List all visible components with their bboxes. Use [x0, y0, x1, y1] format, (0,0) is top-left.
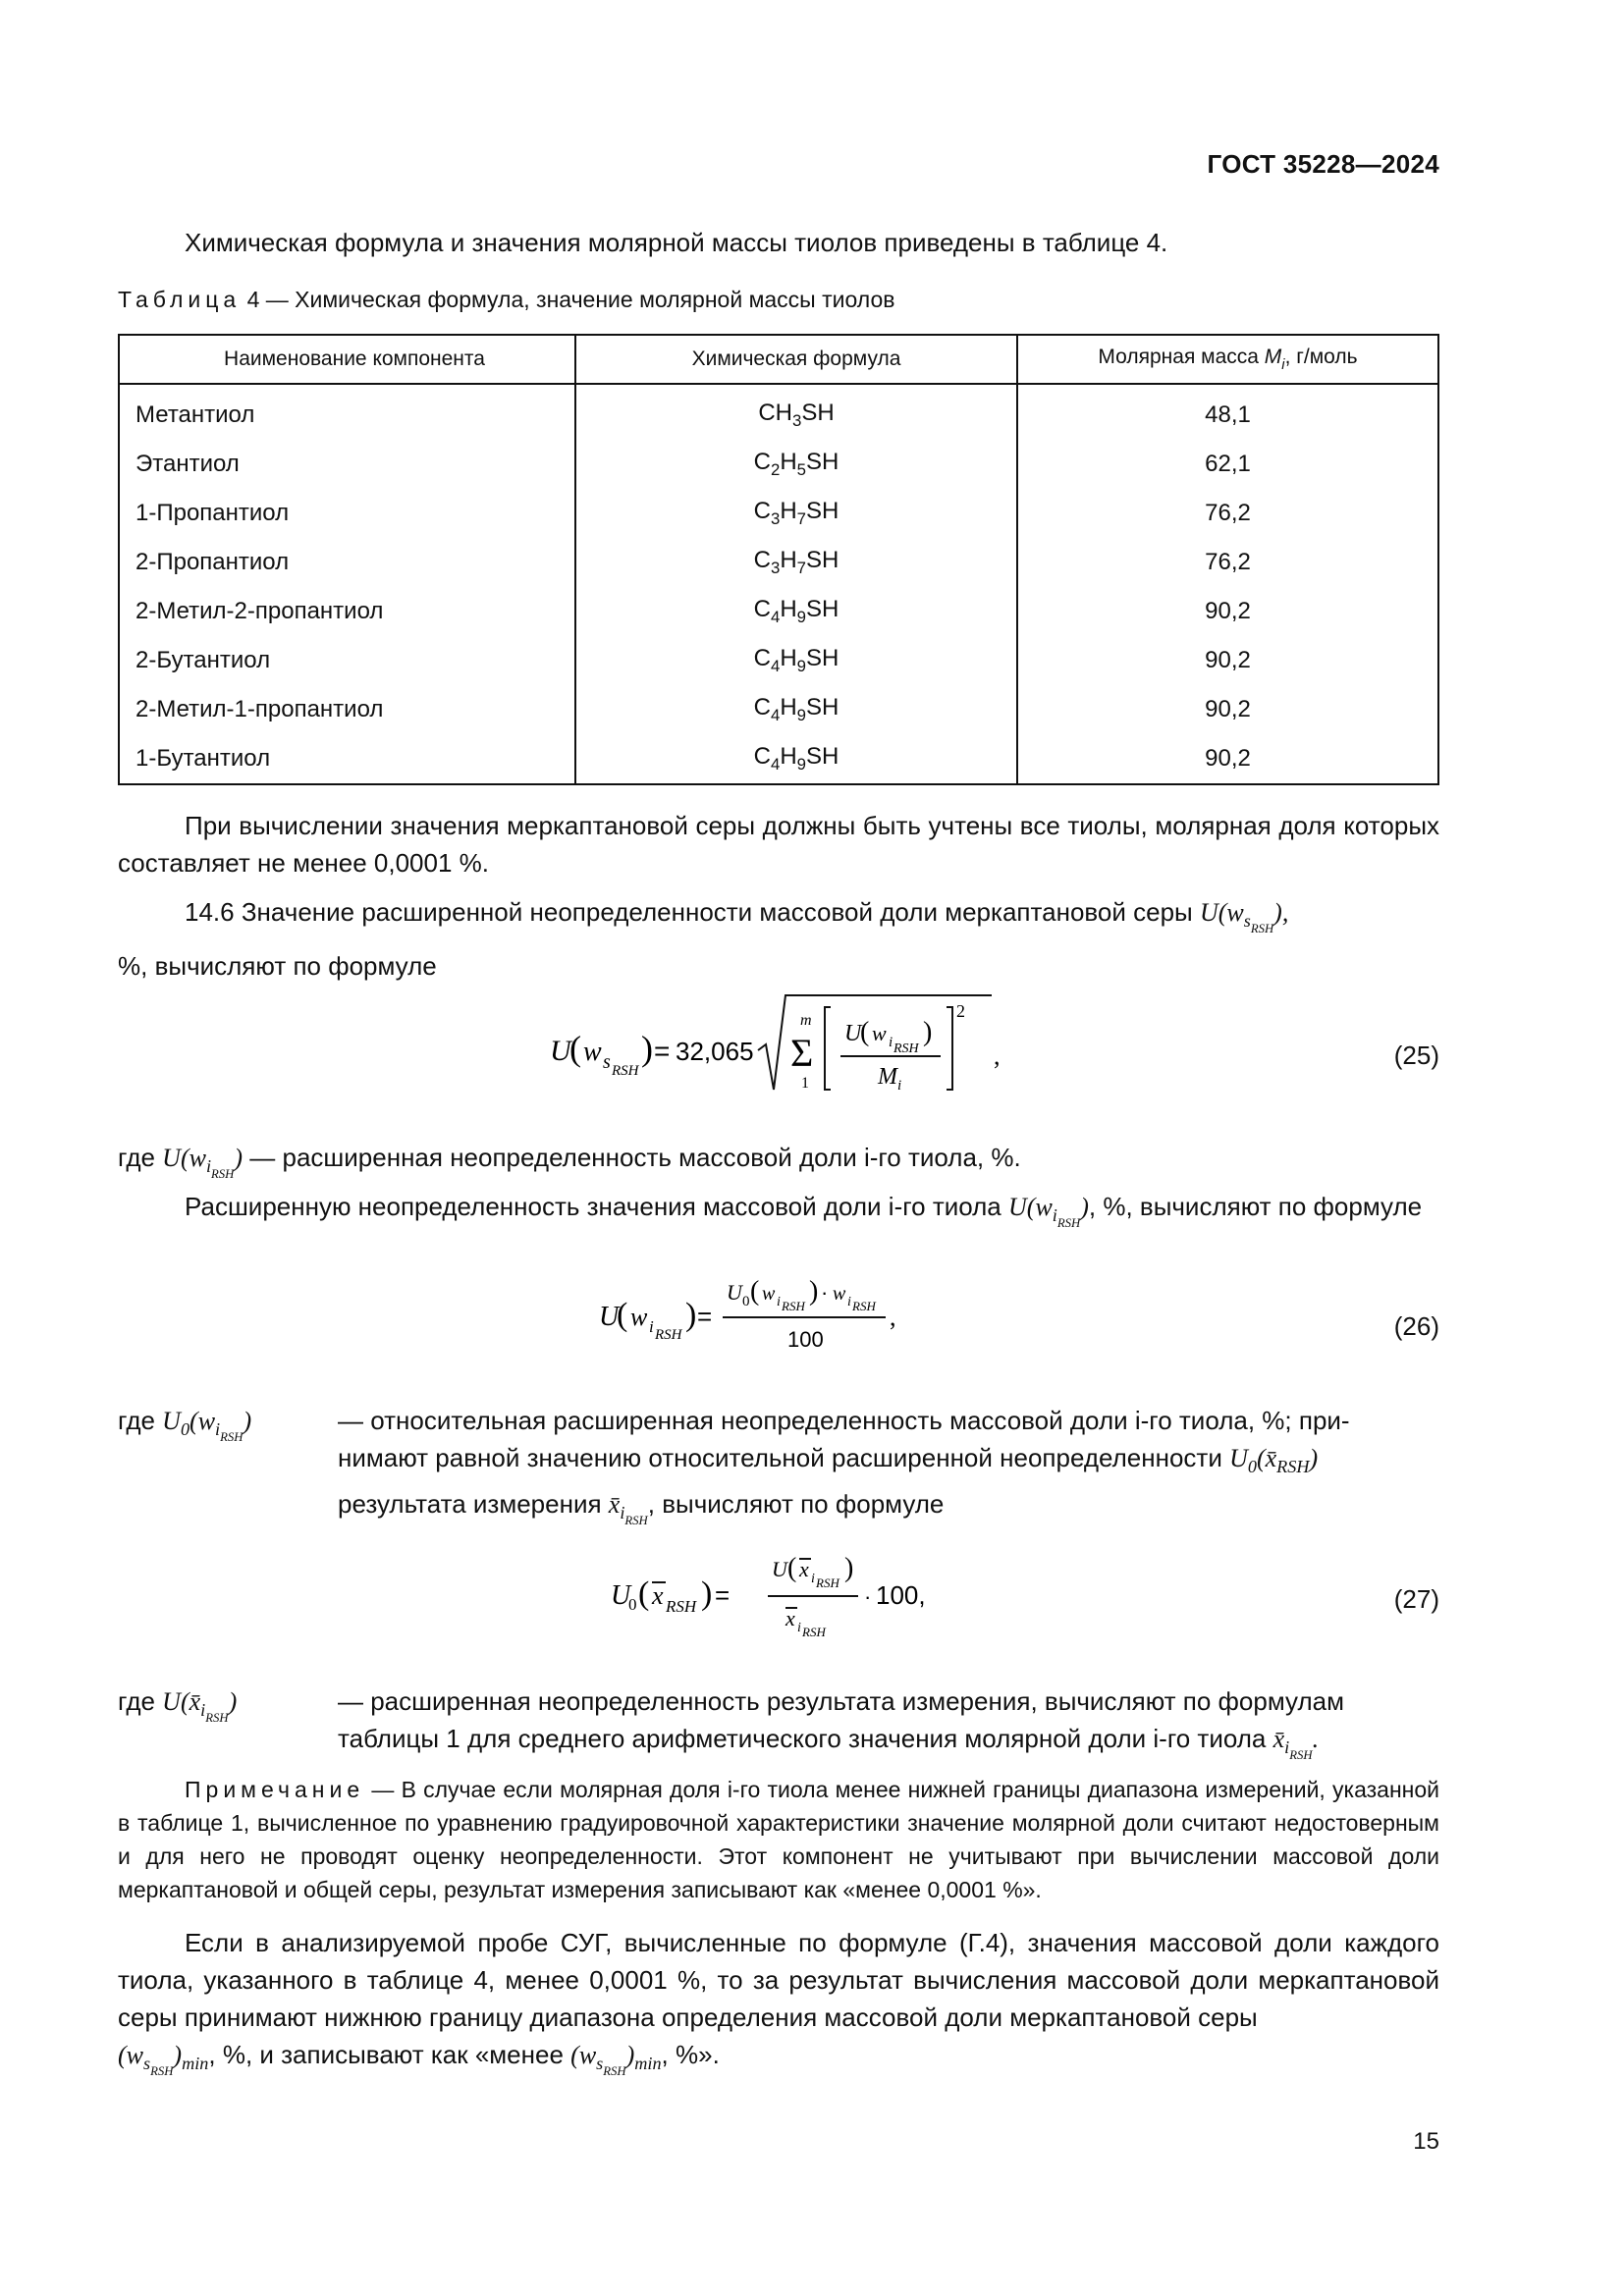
formula-element: H — [780, 645, 797, 671]
formula-element: C — [753, 694, 771, 721]
thiols-paragraph: При вычислении значения меркаптановой серы должны быть учтены все тиолы, молярная доля которых составляет не менее 0,0001 %. — [118, 811, 1439, 878]
symbol-x-i-rsh: $x̄_{i_{RSH}}$ — [608, 1490, 648, 1527]
svg-text:m: m — [800, 1012, 812, 1029]
formula-subscript: 9 — [796, 657, 807, 675]
chemical-formula — [575, 734, 1017, 784]
formula-subscript: 4 — [770, 755, 781, 774]
svg-text:w: w — [872, 1021, 887, 1045]
equation-26-number: (26) — [1393, 1311, 1439, 1341]
svg-text:·: · — [864, 1584, 872, 1609]
svg-text:w: w — [583, 1037, 602, 1067]
svg-text:RSH: RSH — [782, 1299, 805, 1313]
svg-text:1: 1 — [801, 1075, 809, 1092]
min-label-2: min — [634, 2054, 662, 2073]
svg-text:Σ: Σ — [790, 1031, 814, 1075]
formula-element: H — [780, 596, 797, 622]
symbol-U-wi-rsh-inline: $U(w_{i_{RSH}})$ — [1008, 1193, 1089, 1230]
formula-subscript: 5 — [796, 460, 807, 479]
where-27-line1: — расширенная неопределенность результата измерения, вычисляют по формулам — [338, 1686, 1344, 1716]
chemical-formula — [575, 489, 1017, 538]
eq25-constant: 32,065 — [676, 1037, 754, 1066]
intro-paragraph: Химическая формула и значения молярной массы тиолов приведены в таблице 4. — [185, 228, 1168, 257]
svg-text:): ) — [809, 1276, 819, 1307]
svg-text:(: ( — [638, 1575, 650, 1612]
formula-element: SH — [806, 694, 839, 721]
svg-text:(: ( — [750, 1276, 760, 1307]
molar-mass: 90,2 — [1017, 636, 1438, 685]
table-caption — [118, 287, 894, 313]
formula-subscript: 3 — [770, 509, 781, 528]
table-row — [119, 538, 1438, 587]
svg-text:): ) — [844, 1553, 854, 1583]
formula-element: SH — [806, 596, 839, 622]
formula-element: SH — [806, 547, 839, 573]
equation-26 — [599, 1266, 972, 1372]
svg-text:=: = — [654, 1036, 671, 1066]
table-row — [119, 734, 1438, 784]
component-name: Этантиол — [119, 440, 575, 489]
paragraph-14-6-start: 14.6 Значение расширенной неопределенности массовой доли меркаптановой серы — [185, 897, 1193, 927]
formula-element: C — [753, 645, 771, 671]
paragraph-expanded-end: , %, вычисляют по формуле — [1088, 1192, 1423, 1221]
svg-text:i: i — [889, 1035, 893, 1050]
formula-element: SH — [801, 400, 835, 426]
eq27-factor: 100, — [876, 1580, 926, 1610]
formula-element: SH — [806, 498, 839, 524]
where-26-line3-end: , вычисляют по формуле — [647, 1489, 945, 1519]
svg-text:=: = — [715, 1580, 731, 1610]
svg-text:,: , — [890, 1303, 896, 1331]
svg-text:RSH: RSH — [612, 1063, 639, 1079]
formula-element: H — [780, 449, 797, 475]
chemical-formula — [575, 685, 1017, 734]
chemical-formula — [575, 636, 1017, 685]
final-paragraph — [118, 1924, 1439, 2090]
svg-text:0: 0 — [628, 1595, 637, 1614]
svg-text:x: x — [799, 1557, 809, 1581]
where-27-line2: таблицы 1 для среднего арифметического значения молярной доли i-го тиола — [338, 1724, 1267, 1753]
svg-text:U: U — [599, 1302, 620, 1332]
where-label-26: где — [118, 1406, 163, 1435]
page-number: 15 — [1413, 2128, 1439, 2155]
svg-text:x: x — [652, 1581, 664, 1610]
equation-25-graphic — [550, 982, 1021, 1099]
svg-text:RSH: RSH — [666, 1597, 697, 1616]
equation-27 — [611, 1539, 964, 1655]
svg-text:): ) — [641, 1029, 653, 1068]
svg-text:w: w — [833, 1283, 846, 1305]
svg-text:i: i — [777, 1295, 781, 1309]
formula-element: C — [753, 449, 771, 475]
table-caption-word: Таблица — [118, 287, 242, 312]
formula-element: C — [753, 743, 771, 770]
svg-text:s: s — [603, 1051, 611, 1073]
svg-text:(: ( — [617, 1297, 628, 1333]
formula-subscript: 4 — [770, 608, 781, 626]
component-name: 1-Бутантиол — [119, 734, 575, 784]
svg-text:i: i — [797, 1621, 801, 1635]
molar-mass: 90,2 — [1017, 685, 1438, 734]
chemical-formula — [575, 440, 1017, 489]
formula-element: SH — [806, 645, 839, 671]
symbol-ws-rsh-min-2: $(w_{s_{RSH}})_{min}$ — [570, 2041, 662, 2078]
svg-text:U: U — [844, 1021, 862, 1046]
formula-element: C — [753, 596, 771, 622]
paragraph-expanded-uncertainty — [118, 1188, 1439, 1242]
svg-text:2: 2 — [956, 1001, 965, 1021]
formula-element: SH — [806, 743, 839, 770]
where-27-label — [118, 1682, 237, 1736]
thiols-table — [118, 334, 1439, 785]
component-name: 2-Метил-2-пропантиол — [119, 587, 575, 636]
svg-text:U: U — [611, 1580, 631, 1611]
chemical-formula — [575, 587, 1017, 636]
table-caption-text: 4 — Химическая формула, значение молярной массы тиолов — [241, 287, 895, 312]
svg-text:0: 0 — [742, 1294, 750, 1309]
svg-text:RSH: RSH — [816, 1575, 839, 1590]
svg-text:·: · — [821, 1280, 829, 1305]
component-name: 2-Метил-1-пропантиол — [119, 685, 575, 734]
svg-text:i: i — [811, 1572, 815, 1586]
formula-element: CH — [758, 400, 792, 426]
table-row — [119, 685, 1438, 734]
svg-text:i: i — [847, 1295, 851, 1309]
formula-element: C — [753, 498, 771, 524]
symbol-U0-wi-rsh: $U_0(w_{i_{RSH}})$ — [162, 1407, 252, 1444]
final-tail-mid: , %, и записывают как «менее — [208, 2040, 564, 2069]
formula-subscript: 7 — [796, 509, 807, 528]
where-26-text — [338, 1402, 1439, 1539]
component-name: 1-Пропантиол — [119, 489, 575, 538]
svg-text:RSH: RSH — [893, 1041, 919, 1056]
table-header-row — [119, 335, 1438, 384]
symbol-x-i-rsh-2: $x̄_{i_{RSH}}$. — [1272, 1725, 1320, 1762]
where-26-line1: — относительная расширенная неопределенность массовой доли i-го тиола, %; при- — [338, 1406, 1350, 1435]
symbol-U-ws-rsh: $U(w_{s_{RSH}})$, — [1199, 898, 1289, 935]
paragraph-14-6 — [118, 893, 1439, 985]
formula-element: H — [780, 547, 797, 573]
svg-text:i: i — [649, 1317, 654, 1336]
molar-mass: 76,2 — [1017, 538, 1438, 587]
svg-text:RSH: RSH — [852, 1299, 876, 1313]
header-molar-mass: Молярная масса $M_i$, г/моль — [1017, 335, 1438, 384]
where-label-25: где — [118, 1143, 163, 1172]
table-row — [119, 587, 1438, 636]
svg-text:,: , — [994, 1041, 1001, 1070]
where-26-line2: нимают равной значению относительной расширенной неопределенности — [338, 1443, 1222, 1472]
svg-text:(: ( — [787, 1553, 797, 1583]
svg-text:RSH: RSH — [802, 1625, 826, 1639]
symbol-U-wi-rsh: $U(w_{i_{RSH}})$ — [162, 1144, 244, 1181]
symbol-U-xi-rsh: $U(x̄_{i_{RSH}})$ — [162, 1687, 238, 1725]
formula-subscript: 4 — [770, 706, 781, 724]
svg-text:x: x — [785, 1606, 795, 1630]
chemical-formula — [575, 538, 1017, 587]
table-row — [119, 636, 1438, 685]
molar-mass: 90,2 — [1017, 587, 1438, 636]
svg-text:): ) — [701, 1575, 713, 1612]
note-label: Примечание — [185, 1777, 365, 1802]
svg-text:): ) — [685, 1297, 697, 1333]
equation-27-graphic — [611, 1539, 964, 1647]
where-label-27: где — [118, 1686, 163, 1716]
component-name: 2-Пропантиол — [119, 538, 575, 587]
where-25-text: — расширенная неопределенность массовой доли i-го тиола, %. — [249, 1143, 1021, 1172]
chemical-formula — [575, 384, 1017, 440]
eq26-denominator: 100 — [787, 1327, 824, 1352]
formula-subscript: 3 — [770, 559, 781, 577]
svg-text:=: = — [697, 1302, 713, 1331]
molar-mass: 48,1 — [1017, 384, 1438, 440]
note-block — [118, 1773, 1439, 1906]
where-25 — [118, 1139, 1021, 1193]
formula-subscript: 9 — [796, 608, 807, 626]
formula-element: H — [780, 498, 797, 524]
table-row — [119, 440, 1438, 489]
final-paragraph-text: Если в анализируемой пробе СУГ, вычисленные по формуле (Г.4), значения массовой доли каждого тиола, указанного в таблице 4, менее 0,0001 %, то за результат вычисления массовой доли меркаптановой серы принимают нижнюю границу диапазона определения массовой доли меркаптановой серы — [118, 1928, 1439, 2032]
header-component: Наименование компонента — [119, 335, 575, 384]
formula-element: C — [753, 547, 771, 573]
formula-subscript: 9 — [796, 706, 807, 724]
molar-mass: 62,1 — [1017, 440, 1438, 489]
formula-element: SH — [806, 449, 839, 475]
equation-26-graphic — [599, 1266, 972, 1364]
min-label-1: min — [182, 2054, 209, 2073]
equation-25 — [550, 982, 1021, 1107]
where-26-label — [118, 1402, 251, 1456]
equation-25-number: (25) — [1393, 1041, 1439, 1070]
svg-text:): ) — [923, 1017, 933, 1047]
formula-element: H — [780, 743, 797, 770]
molar-mass: 76,2 — [1017, 489, 1438, 538]
where-26-line3-start: результата измерения — [338, 1489, 602, 1519]
svg-text:w: w — [762, 1283, 776, 1305]
symbol-U0-xrsh: $U_0(x̄_{RSH})$ — [1229, 1444, 1319, 1476]
formula-subscript: 9 — [796, 755, 807, 774]
formula-subscript: 2 — [770, 460, 781, 479]
paragraph-expanded-start: Расширенную неопределенность значения массовой доли i-го тиола — [185, 1192, 1001, 1221]
formula-subscript: 4 — [770, 657, 781, 675]
formula-subscript: 7 — [796, 559, 807, 577]
svg-text:U: U — [772, 1557, 787, 1581]
svg-text:RSH: RSH — [655, 1327, 682, 1343]
formula-subscript: 3 — [791, 411, 802, 430]
svg-text:U: U — [727, 1280, 742, 1305]
where-27-text — [338, 1682, 1439, 1774]
svg-text:w: w — [630, 1303, 648, 1331]
svg-text:M: M — [878, 1064, 897, 1090]
svg-text:i: i — [897, 1078, 902, 1094]
component-name: Метантиол — [119, 384, 575, 440]
note-text: — В случае если молярная доля i-го тиола менее нижней границы диапазона измерений, указанной в таблице 1, вычисленное по уравнению градуировочной характеристики значение молярной доли считают недостоверным и для него не проводят оценку неопределенности. Этот компонент не учитывают при вычислении массовой доли меркаптановой и общей серы, результат измерения записывают как «менее 0,0001 %». — [118, 1777, 1439, 1902]
symbol-ws-rsh-min: $(w_{s_{RSH}})_{min}$ — [118, 2041, 209, 2078]
svg-text:(: ( — [569, 1029, 581, 1068]
svg-text:(: ( — [860, 1017, 870, 1047]
paragraph-14-6-end: %, вычисляют по формуле — [118, 951, 437, 981]
final-tail-end: , %». — [661, 2040, 720, 2069]
equation-27-number: (27) — [1393, 1584, 1439, 1614]
formula-element: H — [780, 694, 797, 721]
svg-text:U: U — [550, 1035, 571, 1067]
header-formula: Химическая формула — [575, 335, 1017, 384]
table-row — [119, 489, 1438, 538]
table-row — [119, 384, 1438, 440]
component-name: 2-Бутантиол — [119, 636, 575, 685]
molar-mass: 90,2 — [1017, 734, 1438, 784]
document-number: ГОСТ 35228—2024 — [1207, 149, 1439, 179]
